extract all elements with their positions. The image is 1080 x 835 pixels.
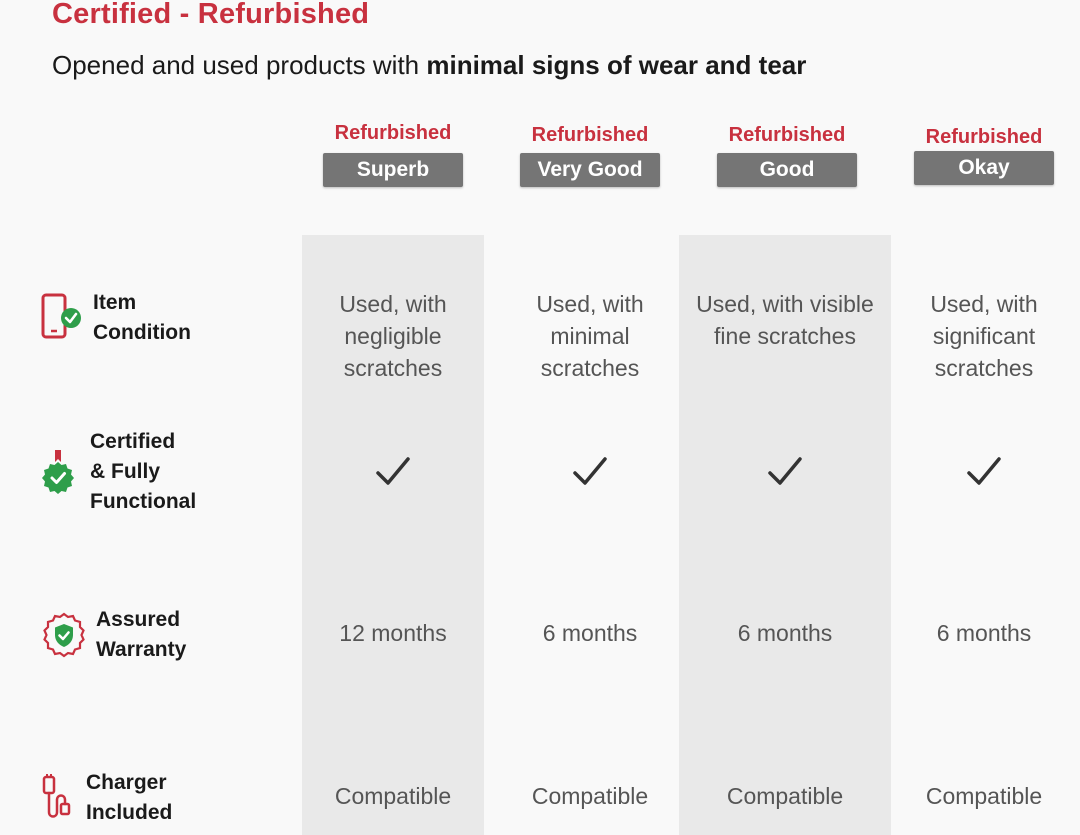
row-label-line: & Fully bbox=[90, 460, 161, 483]
check-icon-very-good bbox=[500, 452, 680, 497]
checkmark-svg bbox=[765, 452, 805, 492]
grade-header-very-good[interactable] bbox=[520, 123, 660, 187]
row-label-line: Warranty bbox=[96, 638, 187, 661]
warranty-shield-icon bbox=[40, 611, 88, 664]
subtitle-emphasis: minimal signs of wear and tear bbox=[426, 50, 807, 80]
cell-line: scratches bbox=[934, 355, 1034, 381]
cell-line: minimal bbox=[550, 323, 630, 349]
cell-line: scratches bbox=[343, 355, 443, 381]
cell-line: negligible bbox=[344, 323, 442, 349]
grade-tag: Refurbished bbox=[728, 124, 846, 146]
row-label-line: Item bbox=[93, 291, 137, 314]
subtitle-text: Opened and used products with bbox=[52, 50, 427, 80]
warranty-cell-okay: 6 months bbox=[936, 620, 1032, 646]
certified-badge-icon bbox=[40, 448, 80, 503]
grade-tag: Refurbished bbox=[531, 124, 649, 146]
grade-header-okay[interactable] bbox=[914, 125, 1054, 185]
charger-cell-good: Compatible bbox=[726, 783, 844, 809]
grade-tag: Refurbished bbox=[925, 126, 1043, 148]
grade-pill-okay[interactable]: Okay bbox=[914, 151, 1054, 185]
grade-header-superb[interactable] bbox=[323, 121, 463, 187]
warranty-cell-good: 6 months bbox=[737, 620, 833, 646]
row-label-line: Charger bbox=[86, 771, 167, 794]
row-label-line: Functional bbox=[90, 490, 197, 513]
row-label-charger bbox=[86, 768, 172, 828]
condition-cell-superb bbox=[302, 288, 484, 384]
phone-check-icon bbox=[40, 293, 84, 348]
cell-line: scratches bbox=[540, 355, 640, 381]
cell-line: fine scratches bbox=[714, 323, 856, 349]
grade-header-good[interactable] bbox=[717, 123, 857, 187]
row-label-line: Included bbox=[86, 801, 173, 824]
row-label-line: Assured bbox=[96, 608, 181, 631]
warranty-cell-superb: 12 months bbox=[339, 620, 447, 646]
condition-cell-good bbox=[679, 288, 891, 352]
charger-cell-okay: Compatible bbox=[925, 783, 1043, 809]
condition-cell-okay bbox=[893, 288, 1075, 384]
checkmark-svg bbox=[964, 452, 1004, 492]
cell-line: significant bbox=[932, 323, 1036, 349]
checkmark-svg bbox=[373, 452, 413, 492]
grade-pill-superb[interactable]: Superb bbox=[323, 153, 463, 187]
row-label-line: Certified bbox=[90, 430, 176, 453]
page-subtitle bbox=[52, 50, 806, 81]
condition-cell-very-good bbox=[500, 288, 680, 384]
grade-pill-very-good[interactable]: Very Good bbox=[520, 153, 660, 187]
warranty-cell-very-good: 6 months bbox=[542, 620, 638, 646]
cell-line: Used, with bbox=[536, 291, 644, 317]
charger-icon bbox=[40, 774, 76, 828]
row-label-certified bbox=[90, 427, 196, 517]
cell-line: Used, with bbox=[339, 291, 447, 317]
grade-tag: Refurbished bbox=[334, 122, 452, 144]
cell-line: Used, with bbox=[930, 291, 1038, 317]
cell-line: Used, with visible bbox=[696, 291, 874, 317]
charger-cell-very-good: Compatible bbox=[531, 783, 649, 809]
checkmark-svg bbox=[570, 452, 610, 492]
grade-pill-good[interactable]: Good bbox=[717, 153, 857, 187]
check-icon-okay bbox=[893, 452, 1075, 497]
row-label-warranty bbox=[96, 605, 186, 665]
charger-cell-superb: Compatible bbox=[334, 783, 452, 809]
check-icon-superb bbox=[302, 452, 484, 497]
row-label-line: Condition bbox=[93, 321, 191, 344]
check-icon-good bbox=[679, 452, 891, 497]
row-label-condition bbox=[93, 288, 191, 348]
page-title: Certified - Refurbished bbox=[52, 0, 370, 30]
